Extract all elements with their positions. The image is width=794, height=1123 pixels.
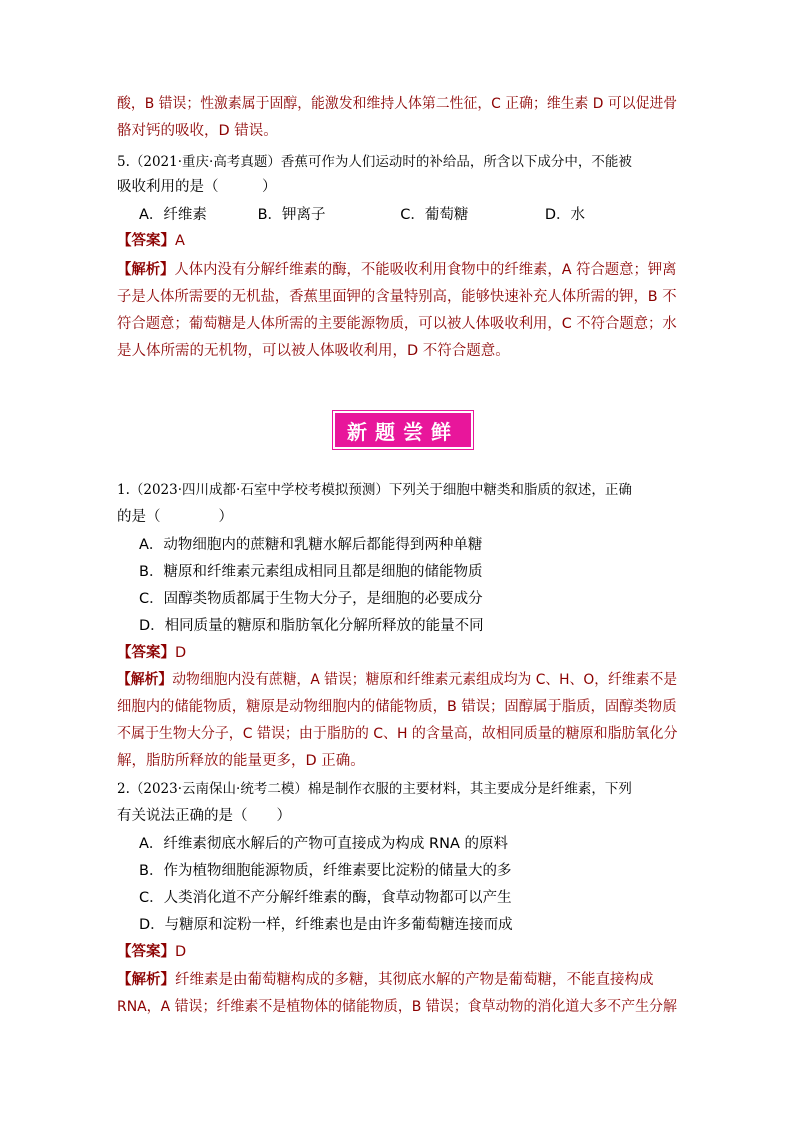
analysis-label: 【解析】	[117, 972, 175, 988]
n1-stem: 1.（2023·四川成都·石室中学校考模拟预测）下列关于细胞中糖类和脂质的叙述，正确	[117, 482, 632, 498]
answer-label: 【答案】	[117, 944, 175, 960]
answer-label: 【答案】	[117, 233, 175, 249]
n2-analysis-line: RNA，A 错误；纤维素不是植物体的储能物质，B 错误；食草动物的消化道大多不产生分解	[117, 999, 677, 1015]
n2-option-d: D．与糖原和淀粉一样，纤维素也是由许多葡萄糖连接而成	[139, 917, 513, 933]
q5-analysis-line: 子是人体所需要的无机盐，香蕉里面钾的含量特别高，能够快速补充人体所需的钾，B 不	[117, 289, 677, 305]
answer-label: 【答案】	[117, 645, 175, 661]
section-banner: 新题尝鲜	[333, 411, 473, 449]
n1-analysis-line: 解，脂肪所释放的能量更多，D 正确。	[117, 753, 365, 769]
n1-option-a: A．动物细胞内的蔗糖和乳糖水解后都能得到两种单糖	[139, 537, 483, 553]
n1-answer	[117, 643, 186, 663]
q5-option-a: A．纤维素	[139, 207, 207, 223]
analysis-text: 纤维素是由葡萄糖构成的多糖，其彻底水解的产物是葡萄糖，不能直接构成	[175, 972, 654, 988]
n2-stem: 2.（2023·云南保山·统考二模）棉是制作衣服的主要材料，其主要成分是纤维素，下列	[117, 781, 632, 797]
answer-value: D	[175, 645, 187, 661]
q5-stem: 吸收利用的是（ ）	[117, 179, 277, 195]
n2-option-c: C．人类消化道不产分解纤维素的酶，食草动物都可以产生	[139, 890, 512, 906]
n2-analysis	[117, 970, 654, 990]
n1-stem: 的是（ ）	[117, 509, 233, 525]
prev-analysis-line: 骼对钙的吸收，D 错误。	[117, 123, 278, 139]
n2-option-b: B．作为植物细胞能源物质，纤维素要比淀粉的储量大的多	[139, 863, 512, 879]
prev-analysis-line: 酸，B 错误；性激素属于固醇，能激发和维持人体第二性征，C 正确；维生素 D 可以促进骨	[117, 96, 678, 112]
n2-stem: 有关说法正确的是（ ）	[117, 808, 291, 824]
n2-option-a: A．纤维素彻底水解后的产物可直接成为构成 RNA 的原料	[139, 836, 508, 852]
n1-option-d: D．相同质量的糖原和脂肪氧化分解所释放的能量不同	[139, 618, 484, 634]
n1-option-b: B．糖原和纤维素元素组成相同且都是细胞的储能物质	[139, 564, 483, 580]
q5-answer	[117, 231, 185, 251]
analysis-label: 【解析】	[117, 672, 173, 688]
q5-option-d: D．水	[544, 207, 585, 223]
n1-analysis	[117, 670, 677, 690]
answer-value: A	[175, 233, 185, 249]
answer-value: D	[175, 944, 187, 960]
n1-analysis-line: 不属于生物大分子，C 错误；由于脂肪的 C、H 的含量高，故相同质量的糖原和脂肪氧化分	[117, 726, 678, 742]
q5-analysis	[117, 260, 677, 280]
analysis-label: 【解析】	[117, 262, 175, 278]
analysis-text: 人体内没有分解纤维素的酶，不能吸收利用食物中的纤维素，A 符合题意；钾离	[174, 262, 677, 278]
q5-stem: 5.（2021·重庆·高考真题）香蕉可作为人们运动时的补给品，所含以下成分中，不能被	[117, 154, 632, 170]
q5-option-c: C．葡萄糖	[400, 207, 469, 223]
q5-analysis-line: 是人体所需的无机物，可以被人体吸收利用，D 不符合题意。	[117, 343, 510, 359]
n1-analysis-line: 细胞内的储能物质，糖原是动物细胞内的储能物质，B 错误；固醇属于脂质，固醇类物质	[117, 699, 677, 715]
n1-option-c: C．固醇类物质都属于生物大分子，是细胞的必要成分	[139, 591, 483, 607]
n2-answer	[117, 942, 186, 962]
q5-analysis-line: 符合题意；葡萄糖是人体所需的主要能源物质，可以被人体吸收利用，C 不符合题意；水	[117, 316, 677, 332]
analysis-text: 动物细胞内没有蔗糖，A 错误；糖原和纤维素元素组成均为 C、H、O，纤维素不是	[172, 672, 678, 688]
q5-option-b: B．钾离子	[257, 207, 326, 223]
q5-options	[139, 205, 585, 225]
